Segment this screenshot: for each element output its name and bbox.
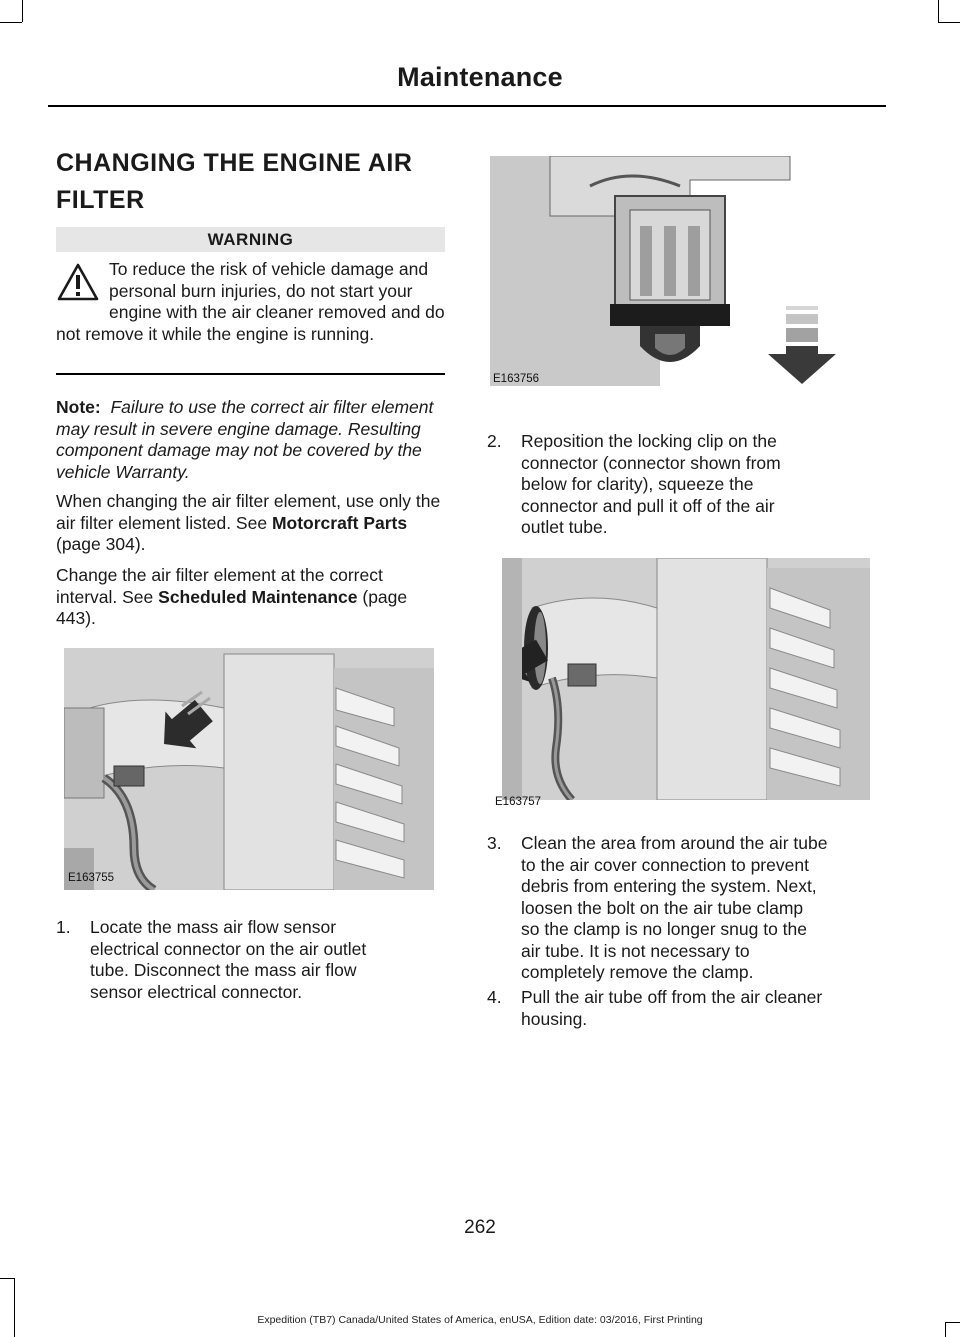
step-text-line: loosen the bolt on the air tube clamp <box>521 897 804 918</box>
step-number: 2. <box>487 431 502 451</box>
step-item <box>487 833 887 987</box>
step-item <box>56 917 448 1007</box>
step-text <box>521 431 781 539</box>
figure-e163755 <box>64 648 434 890</box>
step-text-line: to the air cover connection to prevent <box>521 854 809 875</box>
page-header-title: Maintenance <box>397 62 563 92</box>
crop-mark <box>22 0 23 22</box>
paragraph-text: Change the air filter element at the correct interval. See <box>56 565 383 607</box>
warning-label: WARNING <box>56 227 445 252</box>
interval-paragraph <box>56 565 448 630</box>
step-text-line: Pull the air tube off from the air cleaner <box>521 987 823 1007</box>
step-text-line: so the clamp is no longer snug to the <box>521 919 808 939</box>
step-text <box>521 987 822 1030</box>
step-text-line: sensor electrical connector. <box>90 981 303 1002</box>
step-text-line: completely remove the clamp. <box>521 962 754 982</box>
engine-illustration <box>64 648 434 890</box>
figure-label: E163757 <box>495 796 542 808</box>
note-text: Failure to use the correct air filter element may result in severe engine damage. Resulting component damage may not be covered by the vehicle Warranty. <box>56 397 434 482</box>
paragraph-text: (page 304). <box>56 534 146 554</box>
paragraph-text: When changing the air filter element, use only the air filter element listed. See <box>56 491 441 533</box>
note-label: Note: <box>56 397 101 417</box>
section-title-line: FILTER <box>56 186 145 214</box>
step-text-line: Locate the mass air flow sensor <box>90 917 337 937</box>
crop-mark <box>0 22 22 23</box>
warning-rule <box>56 373 445 375</box>
step-item <box>487 987 887 1033</box>
air-tube-illustration <box>502 558 870 800</box>
header-rule <box>48 105 886 107</box>
step-number: 1. <box>56 917 71 937</box>
step-text-line: connector and pull it off of the air <box>521 495 775 516</box>
figure-label: E163755 <box>68 872 115 884</box>
step-text-line: Reposition the locking clip on the <box>521 431 777 451</box>
paragraph-text: (page 443). <box>56 586 408 628</box>
step-text-line: below for clarity), squeeze the <box>521 474 754 494</box>
scheduled-maintenance-link[interactable]: Scheduled Maintenance <box>158 586 358 607</box>
crop-mark <box>14 1278 15 1337</box>
figure-e163757 <box>502 558 870 800</box>
figure-label: E163756 <box>493 373 540 385</box>
crop-mark <box>0 1278 14 1279</box>
note-paragraph <box>56 397 448 483</box>
connector-illustration <box>490 156 870 386</box>
step-text-line: outlet tube. <box>521 517 608 537</box>
parts-paragraph <box>56 491 448 556</box>
figure-e163756 <box>490 156 870 386</box>
step-number: 3. <box>487 833 502 853</box>
step-text-line: debris from entering the system. Next, <box>521 876 817 896</box>
step-text <box>521 833 827 984</box>
page-footer: Expedition (TB7) Canada/United States of America, enUSA, Edition date: 03/2016, First Printing <box>257 1314 703 1326</box>
step-text-line: Clean the area from around the air tube <box>521 833 828 853</box>
section-title-line: CHANGING THE ENGINE AIR <box>56 149 413 177</box>
crop-mark <box>938 22 960 23</box>
step-text-line: tube. Disconnect the mass air flow <box>90 960 357 980</box>
warning-text-block <box>56 259 448 345</box>
page-number: 262 <box>464 1217 496 1238</box>
section-title <box>56 145 456 219</box>
step-number: 4. <box>487 987 502 1007</box>
warning-text: To reduce the risk of vehicle damage and personal burn injuries, do not start your engine with the air cleaner removed and do not remove it while the engine is running. <box>56 259 445 344</box>
step-text-line: housing. <box>521 1008 588 1029</box>
step-text-line: electrical connector on the air outlet <box>90 938 367 959</box>
step-text <box>90 917 366 1003</box>
step-text-line: connector (connector shown from <box>521 452 781 473</box>
step-item <box>487 431 879 541</box>
step-text-line: air tube. It is not necessary to <box>521 940 750 961</box>
crop-mark <box>938 0 939 22</box>
motorcraft-parts-link[interactable]: Motorcraft Parts <box>271 512 408 533</box>
